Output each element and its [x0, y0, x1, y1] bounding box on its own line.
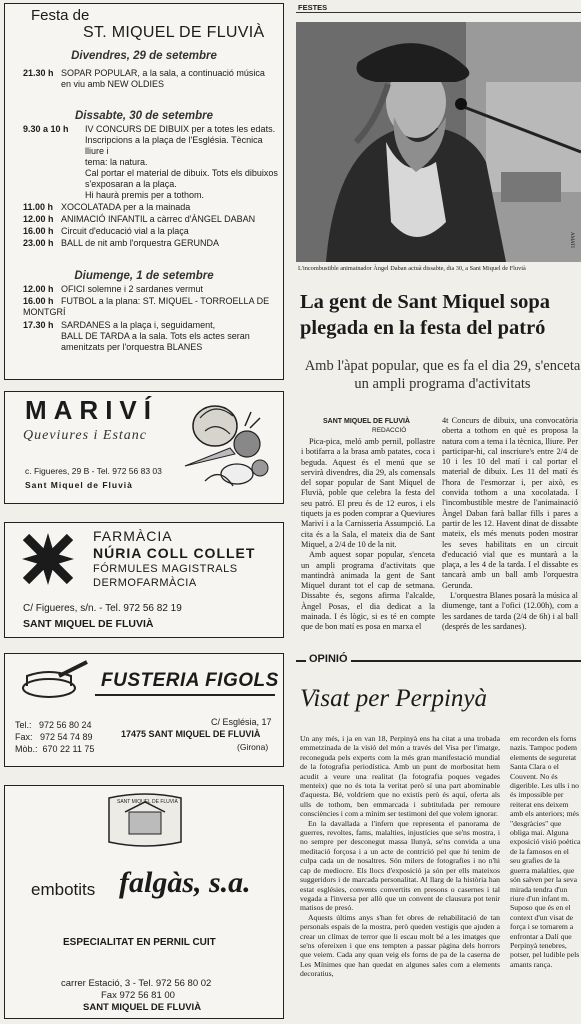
farmacia-town: SANT MIQUEL DE FLUVIÀ — [23, 618, 154, 630]
farmacia-l1: FARMÀCIA — [93, 528, 173, 544]
festa-event-line: Cal portar el material de dibuix. Tots els dibuixos — [85, 168, 278, 178]
falgas-fax: Fax 972 56 81 00 — [101, 990, 175, 1001]
opinio-col2-text: em recorden els forns nazis. Tampoc podem elements de seguretat Santa Clara o el Couvent. No és digerible. Les ulls i no és impossible per reiterat ens deixem amb els anteriors; més "desgràcies" que obliga mai. Alguna exposició visió poètica de la famosos en el seu grafies de la guerra malalties, que són salven per la seva mirada tendra d'un riure d'un infant m. Suposo que és en el context d'un visat de força i se tornarem a enfrontar a Dalí que Perpinyà tenebres, potser, pel ludible pels amants rança. — [510, 734, 581, 969]
festa-event-time: 12.00 h — [23, 284, 54, 294]
festa-event-line: Inscripcions a la plaça de l'Església. Tècnica lliure i — [85, 135, 263, 156]
festa-event-line: en viu amb NEW OLDIES — [61, 79, 165, 89]
festa-event-line: Hi haurà premis per a tothom. — [85, 190, 205, 200]
falgas-town: SANT MIQUEL DE FLUVIÀ — [83, 1002, 202, 1013]
photo-credit: AMATI — [569, 232, 574, 248]
farmacia-addr: C/ Figueres, s/n. - Tel. 972 56 82 19 — [23, 603, 182, 614]
festa-event-line: tema: la natura. — [85, 157, 148, 167]
opinio-p1: Un any més, i ja en van 18, Perpinyà ens ha citat a una trobada emmetzinada de la visió del món a través del Visa per l'imatge, reconeguda pels experts com la més gran manifestació mundial de la fotografia periodística. Amb un punt de morbositat hem acudit a veure una realitat (la fotografia poques vegades menteix) que no és tota la veritat però sí una part abominable d'aquesta. Bé, voldríem que no existís però és aquí, oferta als ulls de tothom, ben emmarcada i subtitulada per remoure consciències i com a mínim ser testimoni del que volem ignorar. — [300, 734, 500, 819]
pharmacy-cross-icon — [20, 531, 76, 587]
festa-event — [23, 214, 281, 225]
festa-day-heading: Diumenge, 1 de setembre — [74, 270, 214, 282]
article-col1-p2: Amb aquest sopar popular, s'enceta un ampli programa d'activitats que mantindrà animada la gent de Sant Miquel durant tot el cap de setmana. Dissabte és, segons afirma l'alcalde, Àngel Posas, el dia dedicat a la mainada. I és lògic, si es té en compte que de bon matí es posa en marxa el — [301, 550, 435, 632]
festa-event-line: SOPAR POPULAR, a la sala, a continuació música — [61, 68, 265, 78]
festa-event-line: XOCOLATADA per a la mainada — [61, 202, 191, 212]
festa-event-time: 12.00 h — [23, 214, 54, 224]
farmacia-l4: DERMOFARMÀCIA — [93, 577, 197, 589]
festa-event-line: amenitzats per l'orquestra BLANES — [61, 342, 203, 352]
festa-event-time: 16.00 h — [23, 296, 54, 306]
section-opinio: OPINIÓ — [306, 653, 351, 665]
festa-day-heading: Dissabte, 30 de setembre — [74, 110, 214, 122]
article-col2-p2: L'orquestra Blanes posarà la música al diumenge, tant a l'ofici (12.00h), com a les sardanes de tarda (2/4 de 6h) i al ball (després de les sardanes). — [442, 591, 578, 631]
carpentry-tool-icon — [19, 660, 91, 700]
figols-mob: Mòb.: 670 22 11 75 — [15, 744, 95, 754]
festa-event-time: 16.00 h — [23, 226, 54, 236]
opinio-col1 — [300, 734, 500, 1024]
figols-rule — [95, 694, 275, 696]
festa-event — [23, 284, 281, 295]
figols-fax: Fax: 972 54 74 89 — [15, 732, 93, 742]
marivi-town: Sant Miquel de Fluvià — [25, 480, 133, 490]
festa-event-line: Circuit d'educació vial a la plaça — [61, 226, 189, 236]
festa-day-heading: Divendres, 29 de setembre — [71, 50, 217, 62]
byline: REDACCIÓ — [372, 427, 407, 434]
festa-program-box — [4, 3, 284, 380]
article-col2 — [442, 416, 578, 632]
festa-event-time: 23.00 h — [23, 238, 54, 248]
festa-event — [23, 124, 281, 201]
figols-name: FUSTERIA FIGOLS — [101, 670, 279, 691]
festa-event-line: BALL DE TARDA a la sala. Tots els actes seran — [61, 331, 250, 341]
section-rule — [296, 12, 581, 13]
festa-event — [23, 320, 281, 353]
festa-event — [23, 226, 281, 237]
festa-event-line: IV CONCURS DE DIBUIX per a totes les edats. — [85, 124, 276, 134]
festa-event — [23, 296, 281, 318]
article-col1-p1: Pica-pica, meló amb pernil, pollastre i botifarra a la brasa amb patates, coca i beguda. Aquest és el menú que se servirà divendres, dia 29, als comensals del sopar popular de Sant Miquel de Fluvià, poble que celebra la festa del seu patró. El preu és de 12 euros, i els tiquets ja es poden comprar a Queviures Mariví i a la Carnisseria Assumpció. La cita és a la Sala, el mateix dia de Sant Miquel, a 2/4 de 10 de la nit. — [301, 437, 435, 549]
festa-event-time: 21.30 h — [23, 68, 54, 78]
falgas-l1: embotits — [31, 880, 96, 899]
marivi-sub: Queviures i Estanc — [23, 428, 148, 443]
falgas-addr: carrer Estació, 3 - Tel. 972 56 80 02 — [61, 978, 212, 989]
photo-caption: L'incombustible animainador Àngel Daban actuà dissabte, dia 30, a Sant Miquel de Fluvià — [298, 265, 526, 272]
falgas-badge: SANT MIQUEL DE FLUVIÀ — [117, 799, 178, 805]
opinio-col2 — [510, 734, 581, 1024]
festa-event-line: FUTBOL a la plana: ST. MIQUEL - TORROELLA DE — [61, 296, 270, 306]
subhead: Amb l'àpat popular, que es fa el dia 29, s'enceta un ampli programa d'activitats — [304, 358, 581, 392]
festa-title-line1: Festa de — [31, 7, 90, 24]
festa-event-line: OFICI solemne i 2 sardanes vermut — [61, 284, 204, 294]
festa-event-line: SARDANES a la plaça i, seguidament, — [61, 320, 216, 330]
opinio-title: Visat per Perpinyà — [300, 685, 487, 712]
ad-falgas — [4, 785, 284, 1019]
opinio-p3: Aquests últims anys s'han fet obres de rehabilitació de tan personals espais de la mostra, però queden vestigis que ajuden a crear un clímax de terror que li escau molt bé a les imatges que se'ns ofereixen i que ens tempten a passar pàgina dels horrors que veiem. Cada any quan veig els forns de pa de la caserna de Les Mínimes que han quedat en algunes sales com a elements decoratius, — [300, 912, 500, 979]
festa-title-line2: ST. MIQUEL DE FLUVIÀ — [83, 24, 265, 41]
figols-tel: Tel.: 972 56 80 24 — [15, 720, 92, 730]
falgas-l2: falgàs, s.a. — [119, 866, 251, 899]
festa-event-time: 11.00 h — [23, 202, 54, 212]
figols-addr3: (Girona) — [237, 742, 269, 752]
festa-event-time: 9.30 a 10 h — [23, 124, 69, 134]
opinio-p2: En la davallada a l'infern que representa el panorama de guerres, revoltes, fams, malalties, injustícies que se'ns mostra, i no sempre per desconegut massa llunyà, se'ns convida a una meditació forçosa i a un acte de contrició pel que hi tenim de culpa cada un de nosaltres. Són milers de fotografies i no n'hi cap de mediocre. Els llocs d'exposició ja són per ells mateixos suggeridors i de marcada personalitat. Al llarg de la història han estat esglésies, convents convertits en presons o casernes i tal vegada a l'inversa per allò que un convent de clausura pot tenir matisos de presó. — [300, 818, 500, 913]
festa-event — [23, 202, 281, 213]
marivi-name: MARIVÍ — [25, 395, 158, 425]
vegetables-illustration — [175, 396, 279, 496]
article-col2-p1: 4t Concurs de dibuix, una convocatòria oberta a tothom en què es proposa la natura com a tema i la tècnica, lliure. Per participar-hi, cal inscriure's entre 2/4 de 10 i les 10 del matí i cal portar el material de dibuix. Les 11 del matí és l'hora de l'esmorzar i, per això, es convida tothom a una xocolatada. I l'incombustible mestre de l'animainació Àngel Daban farà ballar fills i pares a partir de les 12. Havent dinat de dissabte mateix, els més menuts poden mostrar les seves habilitats en un circuit d'educació vial que es muntarà a la plaça, a les 4 de la tarda. I el dissabte es tancarà amb un ball amb l'orquestra Gerunda. — [442, 416, 578, 590]
figols-addr1: C/ Església, 17 — [211, 717, 272, 727]
farmacia-l3: FÓRMULES MAGISTRALS — [93, 563, 238, 575]
headline: La gent de Sant Miquel sopa plegada en la festa del patró — [300, 291, 551, 339]
ad-figols — [4, 653, 284, 767]
festa-event-line: MONTGRÍ — [23, 307, 66, 317]
festa-event — [23, 238, 281, 249]
figols-addr2: 17475 SANT MIQUEL DE FLUVIÀ — [121, 729, 261, 739]
ad-marivi — [4, 391, 284, 504]
festa-event — [23, 68, 281, 90]
falgas-spec: ESPECIALITAT EN PERNIL CUIT — [63, 937, 216, 948]
ad-farmacia — [4, 522, 284, 638]
festa-event-line: BALL de nit amb l'orquestra GERUNDA — [61, 238, 219, 248]
dateline: SANT MIQUEL DE FLUVIÀ — [323, 418, 410, 425]
festa-event-line: ANIMACIÓ INFANTIL a càrrec d'ÀNGEL DABAN — [61, 214, 256, 224]
farmacia-l2: NÚRIA COLL COLLET — [93, 545, 256, 561]
photo-angel-daban — [296, 22, 581, 262]
festa-event-time: 17.30 h — [23, 320, 54, 330]
festa-event-line: s'exposaran a la plaça. — [85, 179, 177, 189]
section-festes: FESTES — [298, 3, 328, 12]
marivi-addr: c. Figueres, 29 B - Tel. 972 56 83 03 — [25, 466, 162, 476]
article-col1 — [301, 437, 435, 633]
